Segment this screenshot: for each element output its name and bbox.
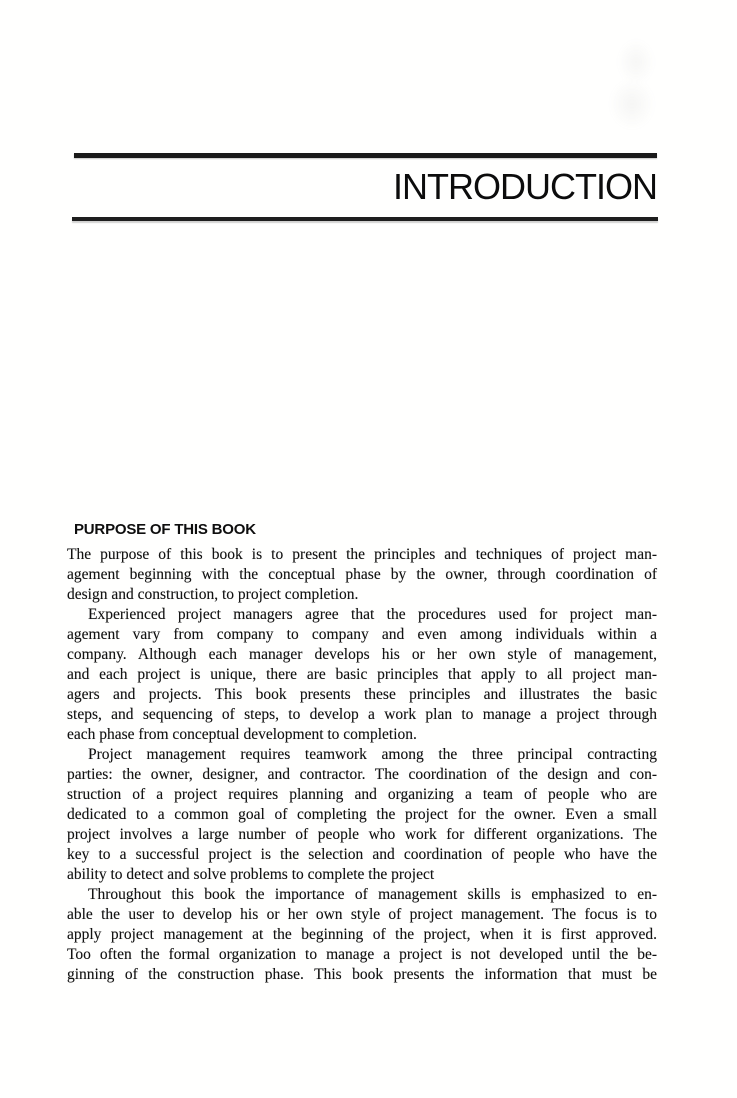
text-line: struction of a project requires planning and organizing a team of people who are	[67, 786, 657, 803]
text-line: steps, and sequencing of steps, to develop a work plan to manage a project through	[67, 706, 657, 723]
body-text	[67, 545, 657, 985]
text-line: Experienced project managers agree that the procedures used for project man-	[88, 606, 657, 623]
text-line: company. Although each manager develops his or her own style of management,	[67, 646, 657, 663]
text-line: able the user to develop his or her own style of project management. The focus is to	[67, 906, 657, 923]
top-rule	[74, 153, 657, 158]
text-line: parties: the owner, designer, and contractor. The coordination of the design and con-	[67, 766, 657, 783]
paragraph	[67, 605, 657, 745]
text-line: each phase from conceptual development to completion.	[67, 726, 417, 743]
text-line: agers and projects. This book presents these principles and illustrates the basic	[67, 686, 657, 703]
paragraph	[67, 885, 657, 985]
text-line: agement beginning with the conceptual phase by the owner, through coordination of	[67, 566, 657, 583]
text-line: The purpose of this book is to present the principles and techniques of project man-	[67, 546, 657, 563]
section-title: PURPOSE OF THIS BOOK	[74, 521, 256, 538]
paragraph	[67, 745, 657, 885]
text-line: agement vary from company to company and even among individuals within a	[67, 626, 657, 643]
text-line: Too often the formal organization to manage a project is not developed until the be-	[67, 946, 657, 963]
text-line: and each project is unique, there are basic principles that apply to all project man-	[67, 666, 657, 683]
text-line: project involves a large number of people who work for different organizations. The	[67, 826, 657, 843]
text-line: key to a successful project is the selection and coordination of people who have the	[67, 846, 657, 863]
text-line: apply project management at the beginning of the project, when it is first approved.	[67, 926, 657, 943]
text-line: Project management requires teamwork among the three principal contracting	[88, 746, 657, 763]
text-line: ginning of the construction phase. This book presents the information that must be	[67, 966, 657, 983]
text-line: ability to detect and solve problems to complete the project	[67, 866, 435, 883]
text-line: design and construction, to project completion.	[67, 586, 359, 603]
bottom-rule	[72, 217, 658, 221]
chapter-title: INTRODUCTION	[393, 166, 657, 207]
text-line: Throughout this book the importance of management skills is emphasized to en-	[88, 886, 657, 903]
scan-artifact	[606, 32, 670, 132]
paragraph	[67, 545, 657, 605]
text-line: dedicated to a common goal of completing the project for the owner. Even a small	[67, 806, 657, 823]
